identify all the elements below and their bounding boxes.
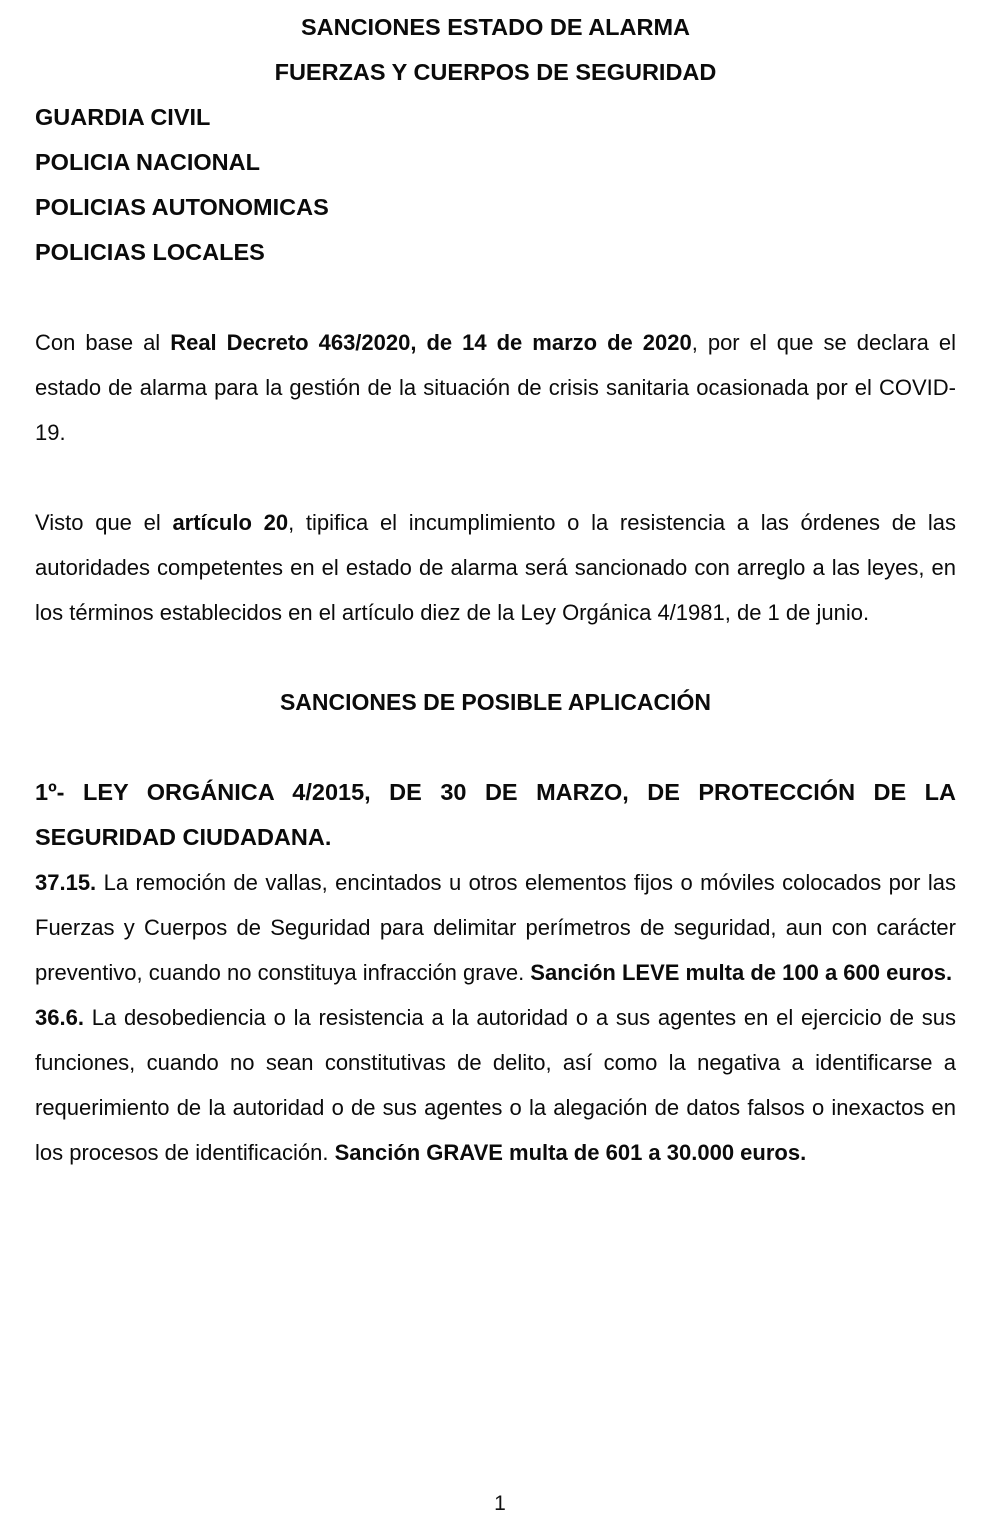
agency-heading-policias-locales: POLICIAS LOCALES xyxy=(35,239,265,265)
document-title-line-1: SANCIONES ESTADO DE ALARMA xyxy=(300,14,691,40)
agency-heading-policias-autonomicas: POLICIAS AUTONOMICAS xyxy=(35,194,329,220)
page-number: 1 xyxy=(494,1492,506,1515)
law-heading-ley-organica: 1º- LEY ORGÁNICA 4/2015, DE 30 DE MARZO, DE PROTECCIÓN DE LA SEGURIDAD CIUDADANA. xyxy=(35,779,956,850)
agency-heading-guardia-civil: GUARDIA CIVIL xyxy=(35,104,211,130)
agency-heading-policia-nacional: POLICIA NACIONAL xyxy=(35,149,260,175)
sanction-item-37-15: 37.15. La remoción de vallas, encintados u otros elementos fijos o móviles colocados por las Fuerzas y Cuerpos de Seguridad para delimitar perímetros de seguridad, aun con carácter preventivo, cuando no constituya infracción grave. Sanción LEVE multa de 100 a 600 euros. xyxy=(35,870,956,985)
sanction-item-36-6: 36.6. La desobediencia o la resistencia a la autoridad o a sus agentes en el ejercicio de sus funciones, cuando no sean constitutivas de delito, así como la negativa a identificarse a requerimiento de la autoridad o de sus agentes o la alegación de datos falsos o inexactos en los procesos de identificación. Sanción GRAVE multa de 601 a 30.000 euros. xyxy=(35,1005,956,1165)
document-page xyxy=(35,5,956,1175)
section-heading-sanciones: SANCIONES DE POSIBLE APLICACIÓN xyxy=(279,689,712,715)
intro-paragraph: Con base al Real Decreto 463/2020, de 14 de marzo de 2020, por el que se declara el estado de alarma para la gestión de la situación de crisis sanitaria ocasionada por el COVID-19. xyxy=(35,330,956,445)
document-title-line-2: FUERZAS Y CUERPOS DE SEGURIDAD xyxy=(274,59,717,85)
article-20-paragraph: Visto que el artículo 20, tipifica el incumplimiento o la resistencia a las órdenes de las autoridades competentes en el estado de alarma será sancionado con arreglo a las leyes, en los términos establecidos en el artículo diez de la Ley Orgánica 4/1981, de 1 de junio. xyxy=(35,510,957,625)
